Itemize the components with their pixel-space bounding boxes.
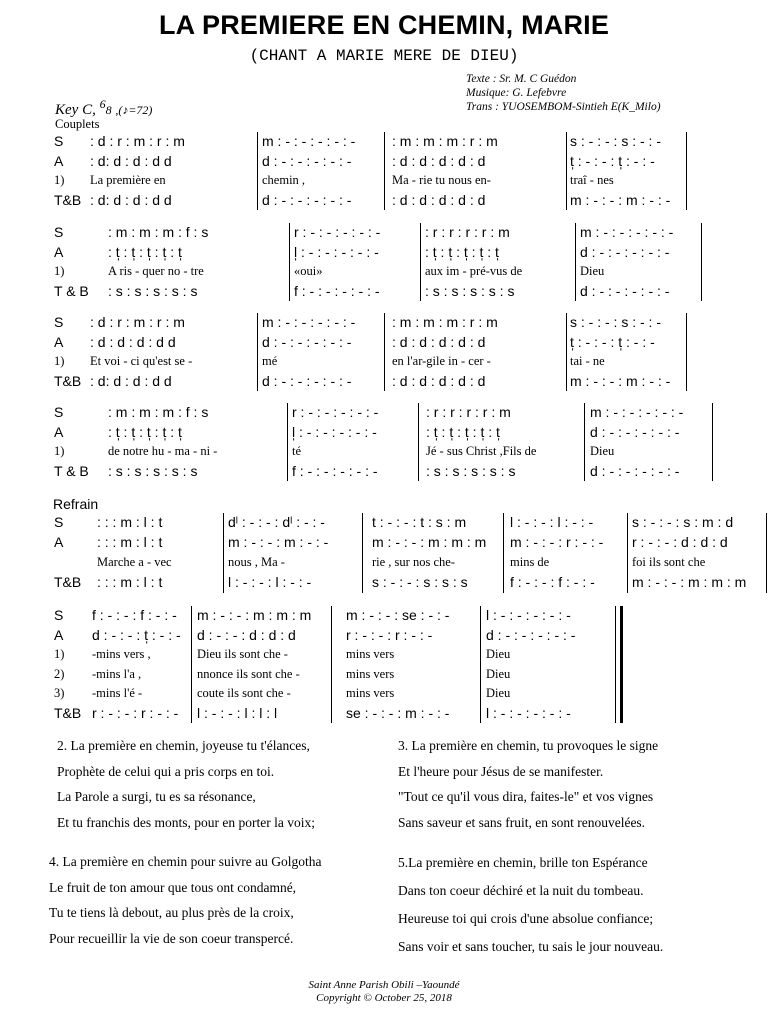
bar-line [701,223,702,301]
lyric-cell: rie , sur nos che- [372,555,455,569]
time-signature-bottom: 8 [105,103,112,117]
voice-row [0,462,768,480]
bar-line [575,223,576,301]
solfa-cell: f : - : - : - : - : - [292,462,378,479]
solfa-cell: l : - : - : - : - : - [486,704,571,721]
solfa-cell: m : - : - : se : - : - [346,607,450,623]
bar-line [686,313,687,391]
song-subtitle: (CHANT A MARIE MERE DE DIEU) [249,47,519,65]
solfa-cell: d : - : - : - : - : - [262,191,352,208]
bar-line [384,132,385,210]
solfa-cell: : d: d : d : d d [90,372,172,389]
row-label: 1) [54,444,65,458]
solfa-cell: t : - : - : t : s : m [372,514,467,530]
solfa-cell: d : - : - : - : - : - [262,333,352,350]
row-label: S [54,607,64,623]
bar-line [384,313,385,391]
bar-line [686,132,687,210]
lyric-cell: -mins l'é - [92,686,143,700]
solfa-cell: : d : r : m : r : m [90,133,185,149]
lyric-cell: La première en [90,173,166,187]
solfa-cell: : r : r : r : r : m [425,224,510,240]
solfa-cell: f : - : - : f : - : - [510,574,595,590]
lyric-cell: -mins vers , [92,647,151,661]
solfa-cell: : d: d : d : d d [90,191,172,208]
voice-row [0,223,768,241]
solfa-cell: : d : d : d : d : d [392,191,486,208]
row-label: A [54,423,64,440]
lyric-cell: A ris - quer no - tre [108,264,204,278]
solfa-cell: s : - : - : s : s : s [372,574,468,590]
voice-row [0,403,768,421]
verse-line: 5.La première en chemin, brille ton Espérance [398,855,648,870]
verse-line: Sans voir et sans toucher, tu sais le jour nouveau. [398,939,664,954]
row-label: 1) [54,354,65,368]
row-label: S [54,514,64,530]
solfa-cell: d : - : - : t̩ : - : - [92,626,181,643]
lyric-cell: -mins l'a , [92,666,142,681]
lyric-cell: chemin , [262,173,306,187]
verse-line: 2. La première en chemin, joyeuse tu t'élances, [57,738,310,753]
verse-line: La Parole a surgi, tu es sa résonance, [57,789,256,804]
lyric-cell: Marche a - vec [97,555,172,569]
credits [466,72,661,114]
lyric-cell: mins vers [346,666,395,681]
solfa-cell: : d : d : d : d : d [392,152,486,169]
voice-row [0,606,768,624]
solfa-cell: m : - : - : m : - : - [228,534,329,550]
bar-line [584,403,585,481]
row-label: 1) [54,173,65,187]
bar-line [331,606,332,723]
verse-5 [398,849,663,961]
lyric-cell: foi ils sont che [632,555,706,569]
solfa-cell: m : - : - : m : - : - [570,191,671,208]
lyric-cell: mé [262,354,278,368]
key-signature [55,97,152,119]
solfa-cell: d : - : - : - : - : - [486,626,576,643]
solfa-cell: l : - : - : l : l : l [197,704,278,721]
bar-line [566,313,567,391]
lyric-cell: Dieu [580,264,605,278]
solfa-cell: : : : m : l : t [97,534,163,550]
solfa-cell: f : - : - : f : - : - [92,607,177,623]
row-label: S [54,404,64,420]
verse-3 [398,733,658,835]
solfa-cell: s : - : - : s : - : - [570,314,661,330]
bar-line [712,403,713,481]
verse-line: Prophète de celui qui a pris corps en toi. [57,763,275,779]
solfa-cell: : t̩ : t̩ : t̩ : t̩ : t̩ [108,243,182,260]
final-double-bar [620,606,623,723]
voice-row [0,243,768,261]
solfa-cell: m : - : - : r : - : - [510,534,604,550]
solfa-cell: d : - : - : - : - : - [580,243,670,260]
lyric-cell: Dieu [590,444,615,458]
solfa-cell: : : : m : l : t [97,514,163,530]
row-label: T&B [54,372,82,389]
solfa-cell: : r : r : r : r : m [426,404,511,420]
solfa-cell: r : - : - : d : d : d [632,534,728,550]
solfa-cell: d : - : - : - : - : - [262,372,352,389]
solfa-cell: m : - : - : m : - : - [570,372,671,389]
verse-line: Et tu franchis des monts, pour en porter la voix; [57,814,315,830]
lyric-cell: coute ils sont che - [197,686,291,700]
lyric-cell: Jé - sus Christ ,Fils de [426,444,537,458]
row-label: 1) [54,264,65,278]
solfa-cell: l̩ : - : - : - : - : - [294,243,379,260]
solfa-cell: l : - : - : l : - : - [510,514,594,530]
solfa-cell: : m : m : m : r : m [392,314,498,330]
row-label: A [54,534,64,550]
row-label: S [54,314,64,330]
footer-copyright: Copyright © October 25, 2018 [316,992,452,1004]
solfa-cell: : t̩ : t̩ : t̩ : t̩ : t̩ [425,243,499,260]
row-label: T&B [54,191,82,208]
verse-line: Et l'heure pour Jésus de se manifester. [398,763,604,779]
row-label: 3) [54,686,65,700]
lyric-cell: Dieu [486,647,511,661]
key-label: Key C, [55,102,96,118]
solfa-cell: l : - : - : - : - : - [486,607,571,623]
lyric-row [0,645,768,663]
row-label: A [54,243,64,260]
row-label: A [54,333,64,350]
lyric-row [0,442,768,460]
voice-row [0,533,768,551]
lyric-cell: Dieu [486,686,511,700]
section-couplets-label: Couplets [55,117,100,131]
verse-line: "Tout ce qu'il vous dira, faites-le" et vos vignes [398,789,654,804]
voice-row [0,423,768,441]
solfa-cell: : s : s : s : s : s [108,462,198,479]
solfa-cell: m : - : - : - : - : - [262,314,356,330]
verse-line: Le fruit de ton amour que tous ont condamné, [49,879,297,895]
solfa-cell: r : - : - : - : - : - [294,224,381,240]
solfa-cell: l̩ : - : - : - : - : - [292,423,377,440]
footer [0,979,768,1005]
verse-line: 4. La première en chemin pour suivre au Golgotha [49,854,322,869]
solfa-cell: : t̩ : t̩ : t̩ : t̩ : t̩ [426,423,500,440]
solfa-cell: : t̩ : t̩ : t̩ : t̩ : t̩ [108,423,182,440]
row-label: T&B [54,574,82,590]
solfa-cell: : d : d : d : d d [90,333,176,350]
lyric-cell: Dieu [486,666,511,681]
solfa-cell: r : - : - : - : - : - [292,404,379,420]
verse-line: Pour recueillir la vie de son coeur transpercé. [49,930,294,946]
row-label: T & B [54,462,89,479]
lyric-row [0,553,768,571]
lyric-cell: té [292,444,302,458]
solfa-cell: f : - : - : - : - : - [294,282,380,299]
solfa-cell: : s : s : s : s : s [425,282,515,299]
solfa-cell: m : - : - : - : - : - [590,404,684,420]
lyric-cell: mins de [510,555,550,569]
solfa-cell: d : - : - : d : d : d [197,626,296,643]
row-label: S [54,224,64,240]
solfa-cell: : m : m : m : f : s [108,224,209,240]
lyric-cell: tai - ne [570,354,605,368]
solfa-cell: d : - : - : - : - : - [590,423,680,440]
solfa-cell: : s : s : s : s : s [426,462,516,479]
solfa-cell: m : - : - : m : m : m [372,534,487,550]
solfa-cell: r : - : - : r : - : - [346,626,433,643]
voice-row [0,513,768,531]
lyric-cell: mins vers [346,686,395,700]
solfa-cell: se : - : - : m : - : - [346,704,450,721]
solfa-cell: d : - : - : - : - : - [590,462,680,479]
tempo-marking: ,(♪=72) [115,103,153,117]
solfa-cell: dˡ : - : - : dˡ : - : - [228,514,325,530]
lyric-cell: Ma - rie tu nous en- [392,173,491,187]
verse-2 [57,733,315,835]
bar-line [362,513,363,593]
bar-line [289,223,290,301]
solfa-cell: d : - : - : - : - : - [262,152,352,169]
time-signature-top: 6 [99,97,106,111]
credit-text: Texte : Sr. M. C Guédon [466,73,577,85]
voice-row [0,626,768,644]
solfa-cell: : s : s : s : s : s [108,282,198,299]
solfa-cell: m : - : - : m : m : m [632,574,747,590]
bar-line [257,313,258,391]
solfa-cell: : d: d : d : d d [90,152,172,169]
footer-parish: Saint Anne Parish Obili –Yaoundé [308,979,460,991]
song-title: LA PREMIERE EN CHEMIN, MARIE [158,10,610,40]
row-label: 1) [54,647,65,661]
solfa-cell: s : - : - : s : m : d [632,514,734,530]
solfa-cell: m : - : - : - : - : - [262,133,356,149]
bar-line [223,513,224,593]
lyric-row [0,684,768,702]
verse-line: Sans saveur et sans fruit, en sont renouvelées. [398,814,646,830]
credit-transcription: Trans : YUOSEMBOM-Sintieh E(K_Milo) [466,101,661,113]
lyric-cell: Dieu ils sont che - [197,647,288,661]
bar-line [566,132,567,210]
verse-line: Dans ton coeur déchiré et la nuit du tombeau. [398,883,644,898]
verse-4 [49,849,322,951]
lyric-cell: mins vers [346,647,395,661]
bar-line [480,606,481,723]
lyric-cell: en l'ar-gile in - cer - [392,354,491,368]
bar-line [766,513,767,593]
bar-line [257,132,258,210]
lyric-row [0,262,768,280]
solfa-cell: s : - : - : s : - : - [570,133,661,149]
bar-line [420,223,421,301]
solfa-cell: : m : m : m : f : s [108,404,209,420]
lyric-cell: nous , Ma - [228,555,285,569]
row-label: A [54,152,64,169]
lyric-cell: aux im - pré-vus de [425,264,523,278]
lyric-cell: «oui» [294,264,323,278]
voice-row [0,704,768,722]
solfa-cell: m : - : - : - : - : - [580,224,674,240]
row-label: S [54,133,64,149]
bar-line [287,403,288,481]
lyric-cell: nnonce ils sont che - [197,666,300,681]
row-label: T & B [54,282,89,299]
solfa-cell: r : - : - : r : - : - [92,704,179,721]
solfa-cell: : m : m : m : r : m [392,133,498,149]
row-label: 2) [54,666,65,681]
lyric-row [0,665,768,683]
bar-line [418,403,419,481]
solfa-cell: t̩ : - : - : t̩ : - : - [570,333,655,350]
verse-line: Tu te tiens là debout, au plus près de la croix, [49,905,294,920]
lyric-cell: de notre hu - ma - ni - [108,444,218,458]
bar-line [615,606,616,723]
solfa-cell: l : - : - : l : - : - [228,574,312,590]
voice-row [0,573,768,591]
lyric-cell: traî - nes [570,173,614,187]
solfa-cell: d : - : - : - : - : - [580,282,670,299]
bar-line [503,513,504,593]
row-label: T&B [54,704,82,721]
solfa-cell: : d : r : m : r : m [90,314,185,330]
verse-line: 3. La première en chemin, tu provoques le signe [398,738,659,753]
credit-music: Musique: G. Lefebvre [466,87,567,99]
lyric-cell: Et voi - ci qu'est se - [90,354,193,368]
solfa-cell: t̩ : - : - : t̩ : - : - [570,152,655,169]
solfa-cell: : : : m : l : t [97,574,163,590]
section-refrain-label: Refrain [53,496,99,512]
solfa-cell: m : - : - : m : m : m [197,607,312,623]
bar-line [191,606,192,723]
verse-line: Heureuse toi qui crois d'une absolue confiance; [398,911,654,926]
solfa-cell: : d : d : d : d : d [392,333,486,350]
voice-row [0,282,768,300]
solfa-cell: : d : d : d : d : d [392,372,486,389]
row-label: A [54,626,64,643]
bar-line [627,513,628,593]
